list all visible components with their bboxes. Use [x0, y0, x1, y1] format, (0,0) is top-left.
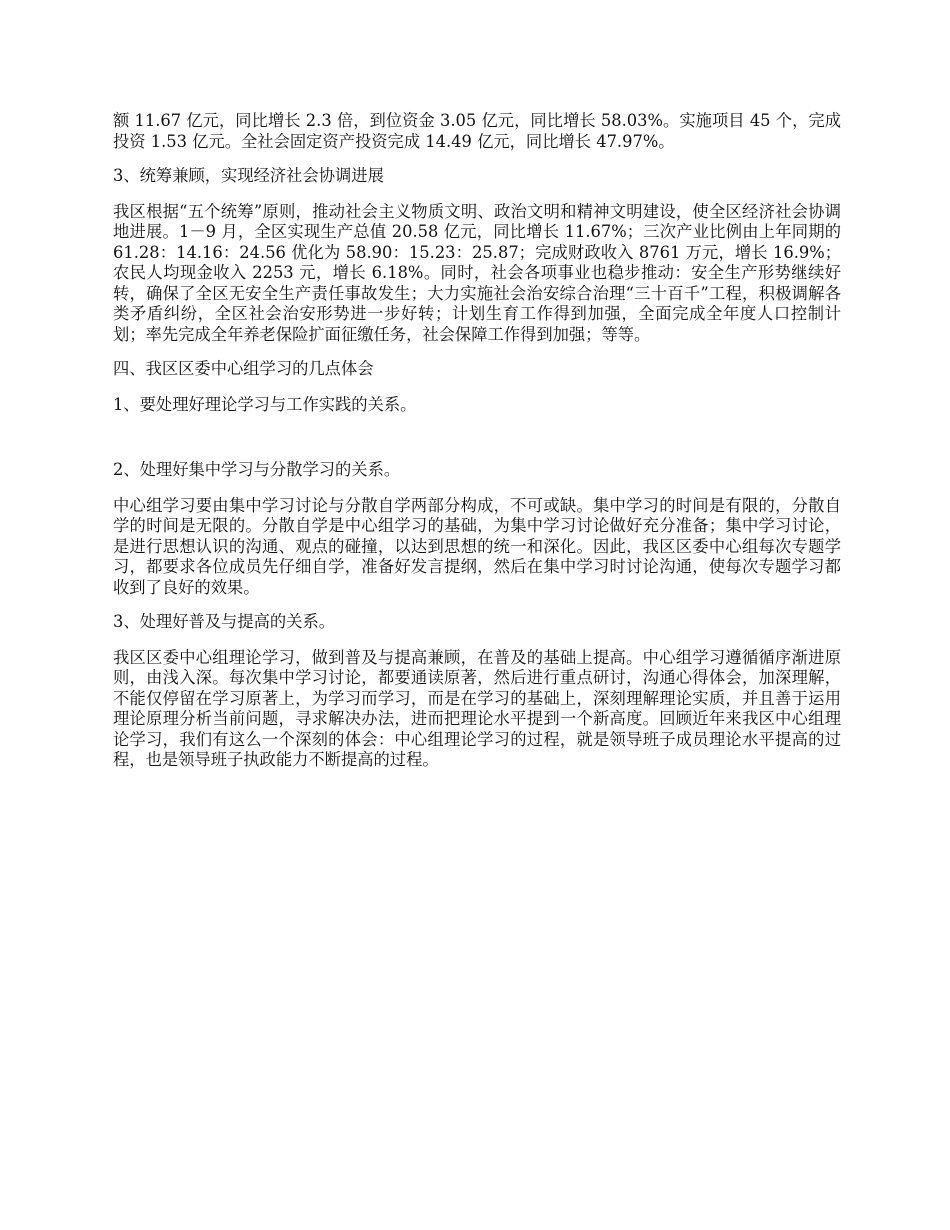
section-heading-study-experience: 四、我区区委中心组学习的几点体会 — [113, 359, 374, 378]
paragraph-coordinated-development: 我区根据“五个统筹”原则，推动社会主义物质文明、政治文明和精神文明建设，使全区经济社会协调地进展。1－9 月，全区实现生产总值 20.58 亿元，同比增长 11.67%；三次产业比例由上年同期的 61.28：14.16：24.56 优化为 58.90：15.23：25.87；完成财政收入 8761 万元，增长 16.9%；农民人均现金收入 2253 元，增长 6.18%。同时，社会各项事业也稳步推动：安全生产形势继续好转，确保了全区无安全生产责任事故发生；大力实施社会治安综合治理“三十百千”工程，积极调解各类矛盾纠纷，全区社会治安形势进一步好转；计划生育工作得到加强，全面完成全年度人口控制计划；率先完成全年养老保险扩面征缴任务，社会保障工作得到加强；等等。 — [113, 201, 841, 344]
subheading-popularization-and-improvement: 3、处理好普及与提高的关系。 — [113, 612, 336, 631]
subheading-concentrated-and-dispersed-study: 2、处理好集中学习与分散学习的关系。 — [113, 460, 401, 479]
document-body — [113, 111, 841, 785]
subheading-coordinated-development: 3、统筹兼顾，实现经济社会协调进展 — [113, 166, 384, 185]
subheading-theory-and-practice: 1、要处理好理论学习与工作实践的关系。 — [113, 394, 417, 414]
paragraph-concentrated-and-dispersed-study: 中心组学习要由集中学习讨论与分散自学两部分构成，不可或缺。集中学习的时间是有限的，分散自学的时间是无限的。分散自学是中心组学习的基础，为集中学习讨论做好充分准备；集中学习讨论，是进行思想认识的沟通、观点的碰撞，以达到思想的统一和深化。因此，我区区委中心组每次专题学习，都要求各位成员先仔细自学，准备好发言提纲，然后在集中学习时讨论沟通，使每次专题学习都收到了良好的效果。 — [113, 495, 841, 597]
paragraph-popularization-and-improvement: 我区区委中心组理论学习，做到普及与提高兼顾，在普及的基础上提高。中心组学习遵循循序渐进原则，由浅入深。每次集中学习讨论，都要通读原著，然后进行重点研讨，沟通心得体会，加深理解，不能仅停留在学习原著上，为学习而学习，而是在学习的基础上，深刻理解理论实质，并且善于运用理论原理分析当前问题，寻求解决办法，进而把理论水平提到一个新高度。回顾近年来我区中心组理论学习，我们有这么一个深刻的体会：中心组理论学习的过程，就是领导班子成员理论水平提高的过程，也是领导班子执政能力不断提高的过程。 — [113, 647, 841, 769]
paragraph-investment-figures: 额 11.67 亿元，同比增长 2.3 倍，到位资金 3.05 亿元，同比增长 58.03%。实施项目 45 个，完成投资 1.53 亿元。全社会固定资产投资完成 14.49 亿元，同比增长 47.97%。 — [113, 111, 841, 151]
